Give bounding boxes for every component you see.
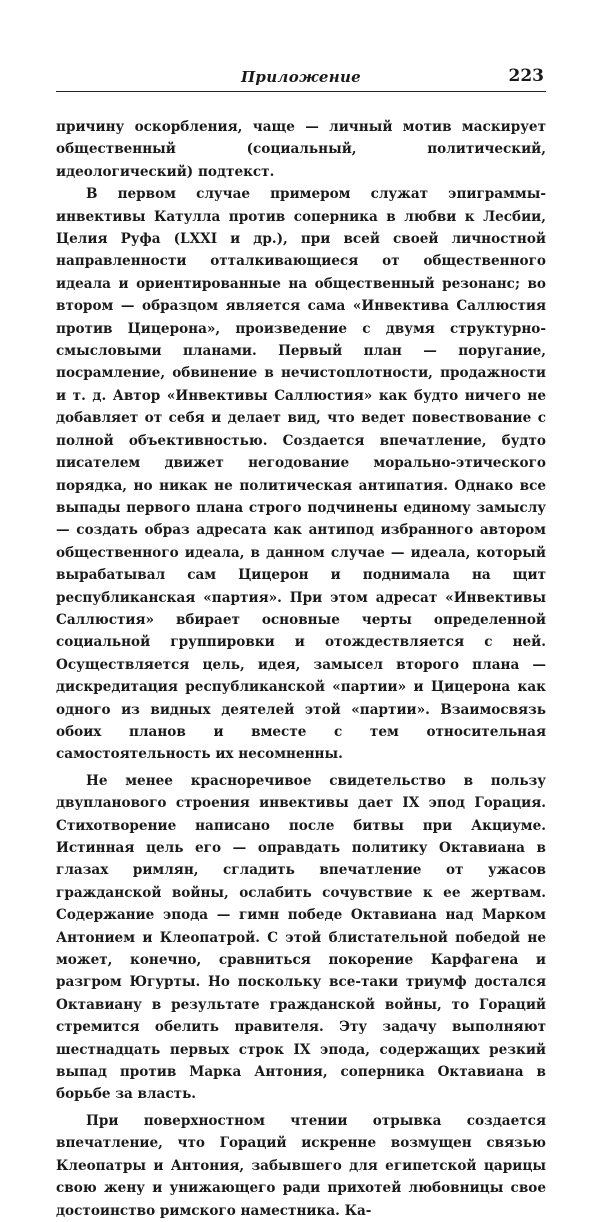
body-text bbox=[56, 116, 546, 1222]
paragraph-ninth-epode: Не менее красноречивое свидетельство в пользу двупланового строения инвективы дает IX эпод Горация. Стихотворение написано после битвы при Акциуме. Истинная цель его — оправдать политику Октавиана в глазах римлян, сгладить впечатление от ужасов гражданской войны, ослабить сочувствие к ее жертвам. Содержание эпода — гимн победе Октавиана над Марком Антонием и Клеопатрой. С этой блистательной победой не может, конечно, сравниться покорение Карфагена и разгром Югурты. Но поскольку все-таки триумф достался Октавиану в результате гражданской войны, то Гораций стремится обелить правителя. Эту задачу выполняют шестнадцать первых строк IX эпода, содержащих резкий выпад против Марка Антония, соперника Октавиана в борьбе за власть. bbox=[56, 772, 546, 1103]
paragraph-superficial-reading: При поверхностном чтении отрывка создается впечатление, что Гораций искренне возмущен связью Клеопатры и Антония, забывшего для египетской царицы свою жену и унижающего ради прихотей любовницы свое достоинство римского наместника. Ка- bbox=[56, 1112, 546, 1219]
book-page bbox=[56, 66, 546, 1219]
running-title: Приложение bbox=[240, 68, 362, 86]
paragraph-continued: причину оскорбления, чаще — личный мотив маскирует общественный (социальный, политический, идеологический) подтекст. bbox=[56, 119, 546, 180]
running-head bbox=[56, 66, 546, 94]
page-number: 223 bbox=[508, 66, 544, 86]
paragraph-first-case: В первом случае примером служат эпиграммы-инвективы Катулла против соперника в любви к Лесбии, Целия Руфа (LXXI и др.), при всей своей личностной направленности отталкивающиеся от общественного идеала и ориентированные на общественный резонанс; во втором — образцом является сама «Инвектива Саллюстия против Цицерона», произведение с двумя структурно-смысловыми планами. Первый план — поругание, посрамление, обвинение в нечистоплотности, продажности и т. д. Автор «Инвективы Саллюстия» как будто ничего не добавляет от себя и делает вид, что ведет повествование с полной объективностью. Создается впечатление, будто писателем движет негодование морально-этического порядка, но никак не политическая антипатия. Однако все выпады первого плана строго подчинены единому замыслу — создать образ адресата как антипод избранного автором общественного идеала, в данном случае — идеала, который вырабатывал сам Цицерон и поднимала на щит республиканская «партия». При этом адресат «Инвективы Саллюстия» вбирает основные черты определенной социальной группировки и отождествляется с ней. Осуществляется цель, идея, замысел второго плана — дискредитация республиканской «партии» и Цицерона как одного из видных деятелей этой «партии». Взаимосвязь обоих планов и вместе с тем относительная самостоятельность их несомненны. bbox=[56, 186, 546, 763]
header-rule bbox=[56, 91, 546, 92]
